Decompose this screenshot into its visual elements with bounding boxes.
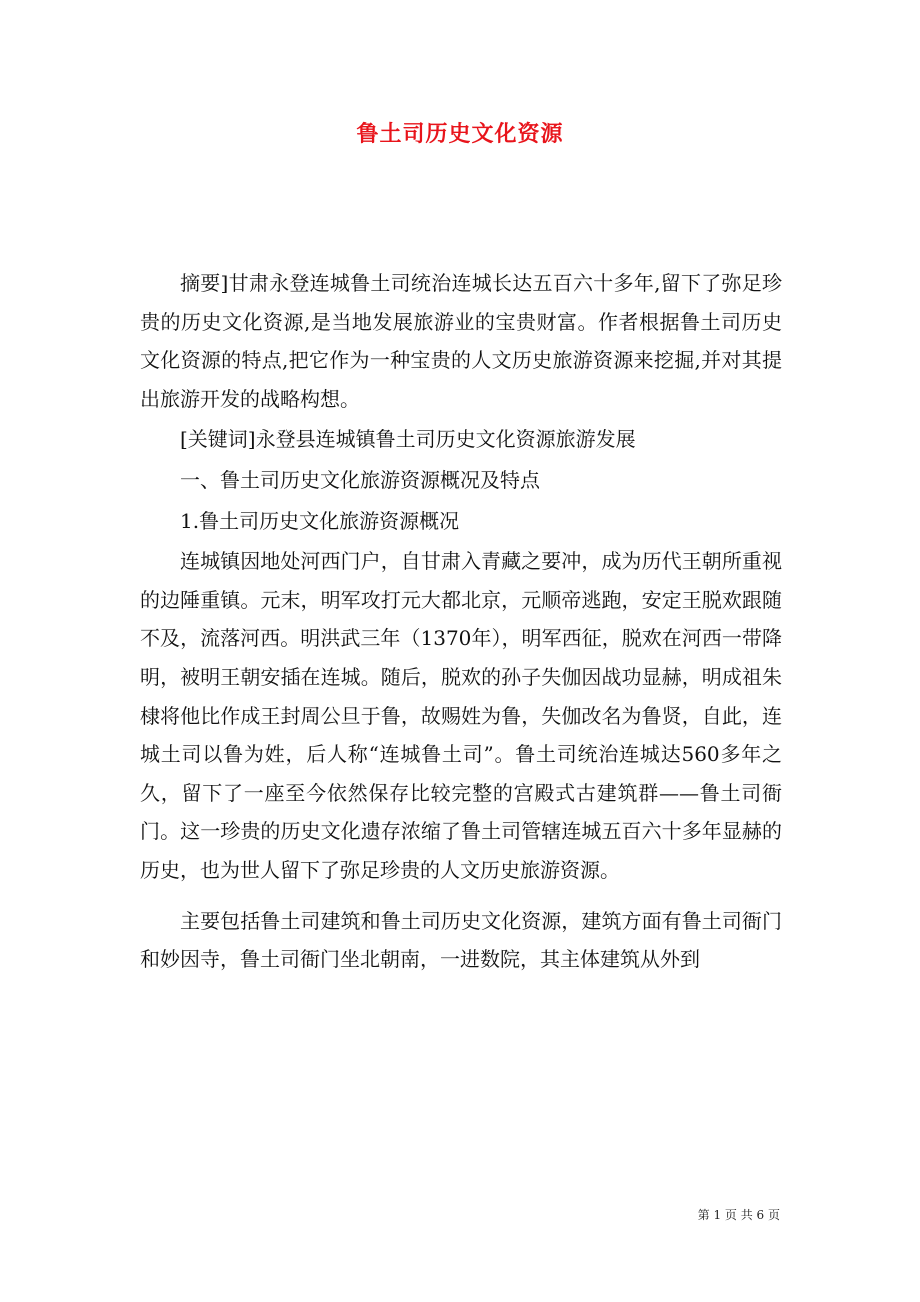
abstract-paragraph: 摘要]甘肃永登连城鲁土司统治连城长达五百六十多年,留下了弥足珍贵的历史文化资源,是当地发展旅游业的宝贵财富。作者根据鲁土司历史文化资源的特点,把它作为一种宝贵的人文历史旅游资源来挖掘,并对其提出旅游开发的战略构想。 [140, 271, 782, 411]
document-title: 鲁土司历史文化资源 [356, 122, 564, 147]
keywords-paragraph: [关键词]永登县连城镇鲁土司历史文化资源旅游发展 [180, 427, 636, 452]
subsection-heading: 1.鲁土司历史文化旅游资源概况 [180, 508, 460, 533]
section-heading: 一、鲁土司历史文化旅游资源概况及特点 [180, 467, 540, 492]
page-number: 第 1 页 共 6 页 [697, 1208, 780, 1222]
document-body [140, 264, 782, 979]
body-paragraph: 连城镇因地处河西门户，自甘肃入青藏之要冲，成为历代王朝所重视的边陲重镇。元末，明军攻打元大都北京，元顺帝逃跑，安定王脱欢跟随不及，流落河西。明洪武三年（1370年），明军西征，脱欢在河西一带降明，被明王朝安插在连城。随后，脱欢的孙子失伽因战功显赫，明成祖朱棣将他比作成王封周公旦于鲁，故赐姓为鲁，失伽改名为鲁贤，自此，连城土司以鲁为姓，后人称“连城鲁土司”。鲁土司统治连城达560多年之久，留下了一座至今依然保存比较完整的宫殿式古建筑群——鲁土司衙门。这一珍贵的历史文化遗存浓缩了鲁土司管辖连城五百六十多年显赫的历史，也为世人留下了弥足珍贵的人文历史旅游资源。 [140, 549, 782, 882]
body-paragraph: 主要包括鲁土司建筑和鲁土司历史文化资源，建筑方面有鲁土司衙门和妙因寺，鲁土司衙门坐北朝南，一进数院，其主体建筑从外到 [140, 908, 782, 972]
